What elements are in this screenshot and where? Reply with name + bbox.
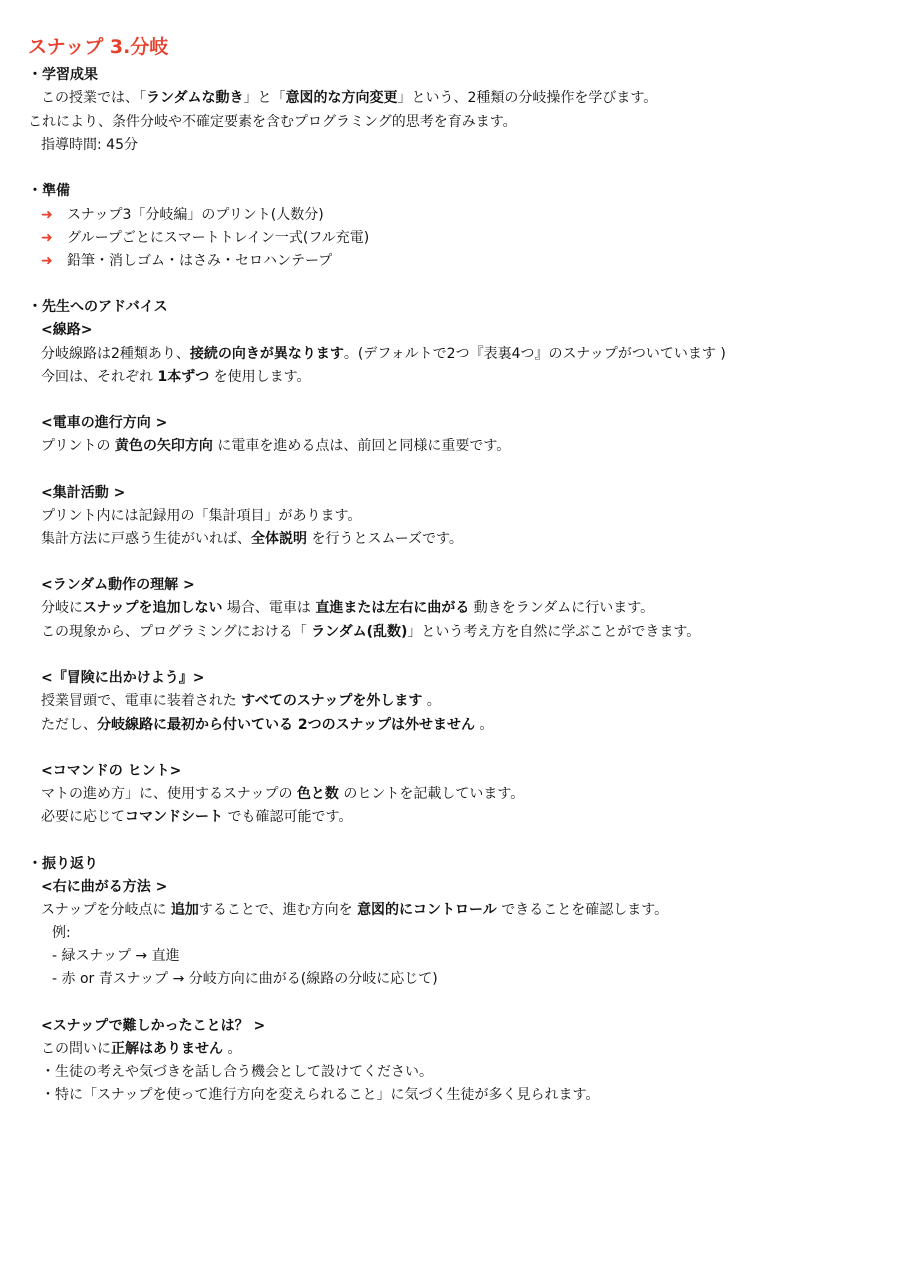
text: 集計方法に戸惑う生徒がいれば、 xyxy=(41,531,251,547)
lesson-time: 指導時間: 45分 xyxy=(41,137,138,153)
tally-line-2 xyxy=(41,529,463,549)
reflection-heading: ・振り返り xyxy=(28,856,98,872)
text: を行うとスムーズです。 xyxy=(307,531,463,547)
hint-line-2 xyxy=(41,807,352,827)
prep-item-label: グループごとにスマートトレイン一式(フル充電) xyxy=(67,230,370,246)
emphasis: 意図的な方向変更 xyxy=(285,90,398,106)
track-title: <線路> xyxy=(41,322,93,338)
prep-item xyxy=(41,205,324,225)
adventure-line-1 xyxy=(41,691,441,711)
text: でも確認可能です。 xyxy=(223,809,353,825)
hint-line-1 xyxy=(41,784,524,804)
outcomes-line-2: これにより、条件分岐や不確定要素を含むプログラミング的思考を育みます。 xyxy=(28,114,517,130)
arrow-right-icon: ➜ xyxy=(41,207,53,223)
example-item: - 赤 or 青スナップ → 分岐方向に曲がる(線路の分岐に応じて) xyxy=(52,971,438,987)
text: プリントの xyxy=(41,438,115,454)
text: することで、進む方向を xyxy=(198,902,358,918)
prep-item-label: スナップ3「分岐編」のプリント(人数分) xyxy=(67,207,324,223)
emphasis: 追加 xyxy=(170,902,199,918)
text: 動きをランダムに行います。 xyxy=(469,600,655,616)
emphasis: スナップを追加しない xyxy=(83,600,223,616)
example-label: 例: xyxy=(52,925,71,941)
emphasis: ランダム(乱数) xyxy=(311,624,408,640)
text: 。 xyxy=(422,693,441,709)
emphasis: 直進または左右に曲がる xyxy=(315,600,470,616)
text: に電車を進める点は、前回と同様に重要です。 xyxy=(212,438,511,454)
advice-heading: ・先生へのアドバイス xyxy=(28,299,168,315)
hint-title: <コマンドの ヒント> xyxy=(41,763,182,779)
direction-title: <電車の進行方向 > xyxy=(41,415,168,431)
emphasis: 全体説明 xyxy=(251,531,307,547)
text: 」という考え方を自然に学ぶことができます。 xyxy=(407,624,701,640)
text: 。 xyxy=(475,717,494,733)
text: 分岐に xyxy=(41,600,83,616)
text: のヒントを記載しています。 xyxy=(338,786,525,802)
tally-line-1: プリント内には記録用の「集計項目」があります。 xyxy=(41,508,362,524)
random-title: <ランダム動作の理解 > xyxy=(41,577,195,593)
arrow-right-icon: ➜ xyxy=(41,230,53,246)
text: この授業では、「 xyxy=(41,90,146,106)
emphasis: ランダムな動き xyxy=(146,90,244,106)
emphasis: 色と数 xyxy=(296,786,339,802)
text: この現象から、プログラミングにおける「 xyxy=(41,624,312,640)
track-line-2 xyxy=(41,367,311,387)
text: を使用します。 xyxy=(209,369,311,385)
text: 」という、2種類の分岐操作を学びます。 xyxy=(397,90,658,106)
text: この問いに xyxy=(41,1041,111,1057)
text: 場合、電車は xyxy=(222,600,316,616)
emphasis: 黄色の矢印方向 xyxy=(114,438,213,454)
outcomes-heading: ・学習成果 xyxy=(28,67,98,83)
text: 授業冒頭で、電車に装着された xyxy=(41,693,242,709)
difficult-line-2: ・生徒の考えや気づきを話し合う機会として設けてください。 xyxy=(41,1064,433,1080)
text: ただし、 xyxy=(41,717,97,733)
difficult-line-1 xyxy=(41,1039,241,1059)
text: 。 xyxy=(223,1041,242,1057)
prep-item xyxy=(41,228,369,248)
emphasis: 分岐線路に最初から付いている 2つのスナップは外せません xyxy=(97,717,476,733)
emphasis: 正解はありません xyxy=(111,1041,223,1057)
page-title: スナップ 3.分岐 xyxy=(28,36,169,58)
difficult-title: <スナップで難しかったことは？ > xyxy=(41,1018,266,1034)
text: スナップを分岐点に xyxy=(41,902,171,918)
prep-item-label: 鉛筆・消しゴム・はさみ・セロハンテープ xyxy=(67,253,333,269)
direction-line-1 xyxy=(41,436,510,456)
emphasis: すべてのスナップを外します xyxy=(241,693,423,709)
prep-heading: ・準備 xyxy=(28,183,70,199)
text: 今回は、それぞれ xyxy=(41,369,158,385)
arrow-right-icon: ➜ xyxy=(41,253,53,269)
random-line-2 xyxy=(41,622,700,642)
emphasis: 接続の向きが異なります xyxy=(189,346,344,362)
text: 分岐線路は2種類あり、 xyxy=(41,346,190,362)
text: 。(デフォルトで2つ『表裏4つ』のスナップがついています ) xyxy=(343,346,726,362)
emphasis: 1本ずつ xyxy=(157,369,210,385)
text: マトの進め方」に、使用するスナップの xyxy=(41,786,297,802)
text: できることを確認します。 xyxy=(496,902,669,918)
text: 必要に応じて xyxy=(41,809,125,825)
difficult-line-3: ・特に「スナップを使って進行方向を変えられること」に気づく生徒が多く見られます。 xyxy=(41,1087,600,1103)
outcomes-line-1 xyxy=(41,88,657,108)
example-item: - 緑スナップ → 直進 xyxy=(52,948,180,964)
text: 」と「 xyxy=(243,90,286,106)
adventure-line-2 xyxy=(41,715,494,735)
turn-line-1 xyxy=(41,900,668,920)
tally-title: <集計活動 > xyxy=(41,485,126,501)
random-line-1 xyxy=(41,598,654,618)
adventure-title: <『冒険に出かけよう』> xyxy=(41,670,205,686)
prep-item xyxy=(41,251,332,271)
track-line-1 xyxy=(41,344,726,364)
emphasis: コマンドシート xyxy=(125,809,223,825)
emphasis: 意図的にコントロール xyxy=(357,902,497,918)
turn-title: <右に曲がる方法 > xyxy=(41,879,168,895)
